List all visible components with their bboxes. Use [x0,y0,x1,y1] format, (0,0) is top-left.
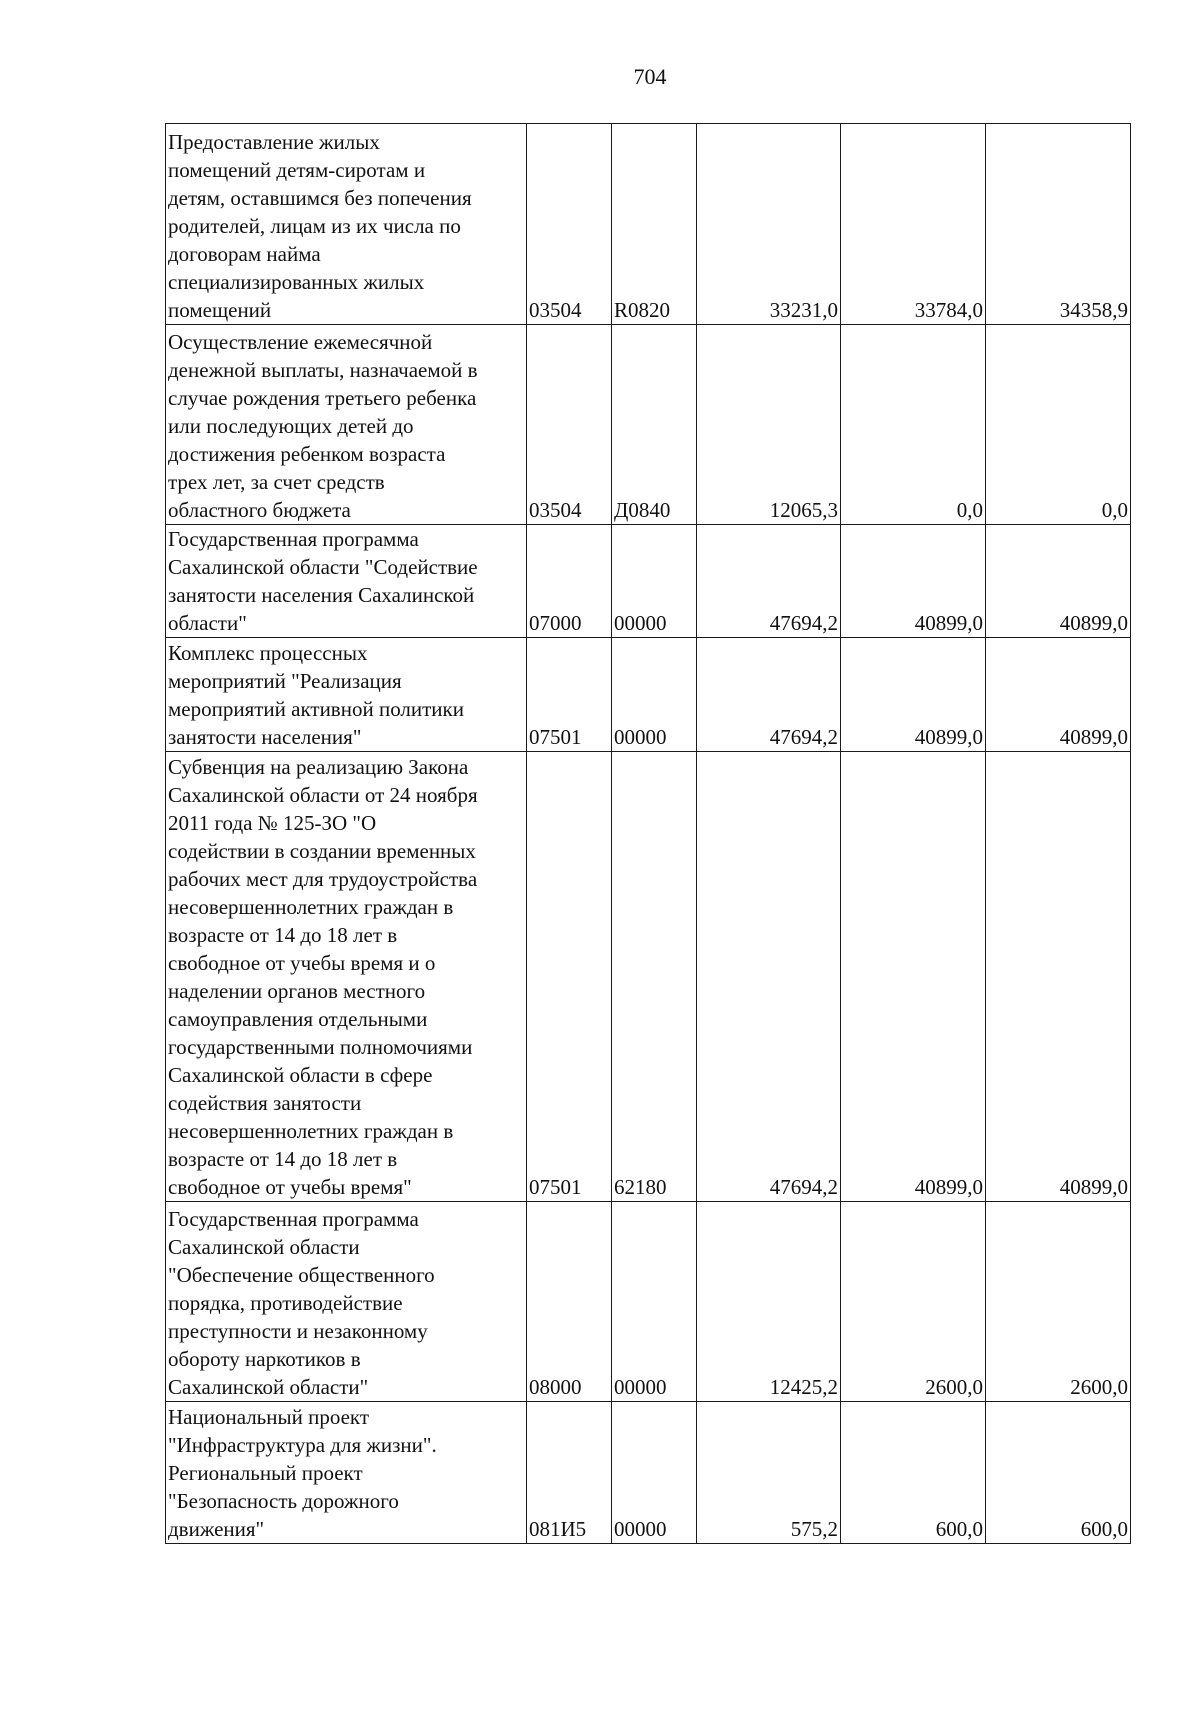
program-code: 08000 [527,1202,612,1402]
expense-code: 00000 [612,1402,697,1544]
table-row [166,325,1131,525]
amount-year-2: 40899,0 [841,638,986,752]
amount-year-3: 0,0 [986,325,1131,525]
amount-year-3: 600,0 [986,1402,1131,1544]
program-code: 081И5 [527,1402,612,1544]
table-row [166,752,1131,1202]
row-name: Комплекс процессных мероприятий "Реализация мероприятий активной политики занятости населения" [166,638,527,752]
amount-year-1: 575,2 [697,1402,841,1544]
expense-code: 00000 [612,638,697,752]
amount-year-3: 34358,9 [986,124,1131,325]
program-code: 07501 [527,638,612,752]
expense-code: Д0840 [612,325,697,525]
row-name: Субвенция на реализацию Закона Сахалинской области от 24 ноября 2011 года № 125-ЗО "О содействии в создании временных рабочих мест для трудоустройства несовершеннолетних граждан в возрасте от 14 до 18 лет в свободное от учебы время и о наделении органов местного самоуправления отдельными государственными полномочиями Сахалинской области в сфере содействия занятости несовершеннолетних граждан в возрасте от 14 до 18 лет в свободное от учебы время" [166,752,527,1202]
amount-year-2: 600,0 [841,1402,986,1544]
amount-year-1: 12425,2 [697,1202,841,1402]
program-code: 03504 [527,325,612,525]
program-code: 03504 [527,124,612,325]
table-row [166,124,1131,325]
table-row [166,638,1131,752]
row-name: Предоставление жилых помещений детям-сиротам и детям, оставшимся без попечения родителей, лицам из их числа по договорам найма специализированных жилых помещений [166,124,527,325]
expense-code: R0820 [612,124,697,325]
page-number: 704 [633,64,667,89]
table-row [166,1402,1131,1544]
amount-year-1: 12065,3 [697,325,841,525]
amount-year-3: 40899,0 [986,525,1131,638]
row-name: Национальный проект "Инфраструктура для жизни". Региональный проект "Безопасность дорожного движения" [166,1402,527,1544]
table-row [166,1202,1131,1402]
row-name: Осуществление ежемесячной денежной выплаты, назначаемой в случае рождения третьего ребенка или последующих детей до достижения ребенком возраста трех лет, за счет средств областного бюджета [166,325,527,525]
amount-year-1: 47694,2 [697,525,841,638]
table-row [166,525,1131,638]
expense-code: 00000 [612,525,697,638]
program-code: 07000 [527,525,612,638]
amount-year-2: 40899,0 [841,525,986,638]
expense-code: 62180 [612,752,697,1202]
expense-code: 00000 [612,1202,697,1402]
program-code: 07501 [527,752,612,1202]
amount-year-1: 33231,0 [697,124,841,325]
amount-year-1: 47694,2 [697,638,841,752]
budget-table [165,123,1131,1544]
amount-year-2: 33784,0 [841,124,986,325]
row-name: Государственная программа Сахалинской области "Обеспечение общественного порядка, противодействие преступности и незаконному обороту наркотиков в Сахалинской области" [166,1202,527,1402]
amount-year-2: 2600,0 [841,1202,986,1402]
amount-year-3: 40899,0 [986,752,1131,1202]
amount-year-2: 0,0 [841,325,986,525]
amount-year-2: 40899,0 [841,752,986,1202]
amount-year-3: 2600,0 [986,1202,1131,1402]
amount-year-3: 40899,0 [986,638,1131,752]
amount-year-1: 47694,2 [697,752,841,1202]
row-name: Государственная программа Сахалинской области "Содействие занятости населения Сахалинской области" [166,525,527,638]
